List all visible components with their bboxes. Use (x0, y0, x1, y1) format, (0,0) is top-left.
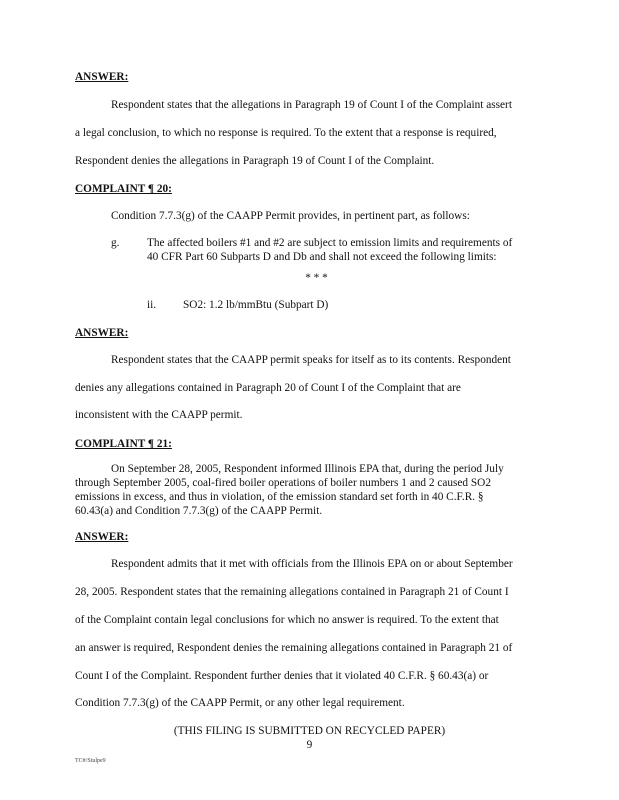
clause-text: 40 CFR Part 60 Subparts D and Db and shall not exceed the following limits: (147, 251, 497, 263)
answer-21-line: 28, 2005. Respondent states that the remaining allegations contained in Paragraph 21 of Count I (75, 586, 509, 598)
answer-heading: ANSWER: (75, 327, 129, 339)
complaint-21-heading: COMPLAINT ¶ 21: (75, 438, 172, 450)
complaint-21-text: emissions in excess, and thus in violation, of the emission standard set forth in 40 C.F.R. § (75, 491, 484, 503)
answer-19-line: Respondent denies the allegations in Paragraph 19 of Count I of the Complaint. (75, 155, 435, 167)
answer-21-line: an answer is required, Respondent denies the remaining allegations contained in Paragraph 21 of (75, 642, 513, 654)
answer-21-line: of the Complaint contain legal conclusions for which no answer is required. To the extent that (75, 614, 499, 626)
answer-21-line: Condition 7.7.3(g) of the CAAPP Permit, or any other legal requirement. (75, 697, 405, 709)
answer-21-line: Count I of the Complaint. Respondent further denies that it violated 40 C.F.R. § 60.43(a) or (75, 670, 489, 682)
answer-20-line: inconsistent with the CAAPP permit. (75, 409, 243, 421)
answer-19-line: Respondent states that the allegations in Paragraph 19 of Count I of the Complaint assert (111, 99, 512, 111)
answer-19-line: a legal conclusion, to which no response is required. To the extent that a response is required, (75, 127, 497, 139)
complaint-21-text: through September 2005, coal-fired boiler operations of boiler numbers 1 and 2 caused SO2 (75, 477, 491, 489)
complaint-21-text: 60.43(a) and Condition 7.7.3(g) of the CAAPP Permit. (75, 505, 323, 517)
complaint-20-text: Condition 7.7.3(g) of the CAAPP Permit provides, in pertinent part, as follows: (111, 210, 470, 222)
answer-20-line: Respondent states that the CAAPP permit speaks for itself as to its contents. Respondent (111, 354, 511, 366)
answer-20-line: denies any allegations contained in Paragraph 20 of Count I of the Complaint that are (75, 382, 461, 394)
document-id-stamp: TC#/Stulpe9 (75, 758, 106, 764)
subclause-marker: ii. (147, 299, 157, 311)
complaint-21-text: On September 28, 2005, Respondent informed Illinois EPA that, during the period July (111, 463, 504, 475)
answer-heading: ANSWER: (75, 531, 129, 543)
answer-21-line: Respondent admits that it met with officials from the Illinois EPA on or about September (111, 558, 513, 570)
answer-heading: ANSWER: (75, 71, 129, 83)
complaint-20-heading: COMPLAINT ¶ 20: (75, 183, 172, 195)
subclause-text: SO2: 1.2 lb/mmBtu (Subpart D) (183, 299, 329, 311)
page-number: 9 (306, 739, 313, 751)
clause-marker: g. (111, 237, 120, 249)
recycled-paper-footer: (THIS FILING IS SUBMITTED ON RECYCLED PAPER) (173, 725, 446, 737)
ellipsis-asterisks: * * * (305, 272, 328, 284)
clause-text: The affected boilers #1 and #2 are subject to emission limits and requirements of (147, 237, 513, 249)
